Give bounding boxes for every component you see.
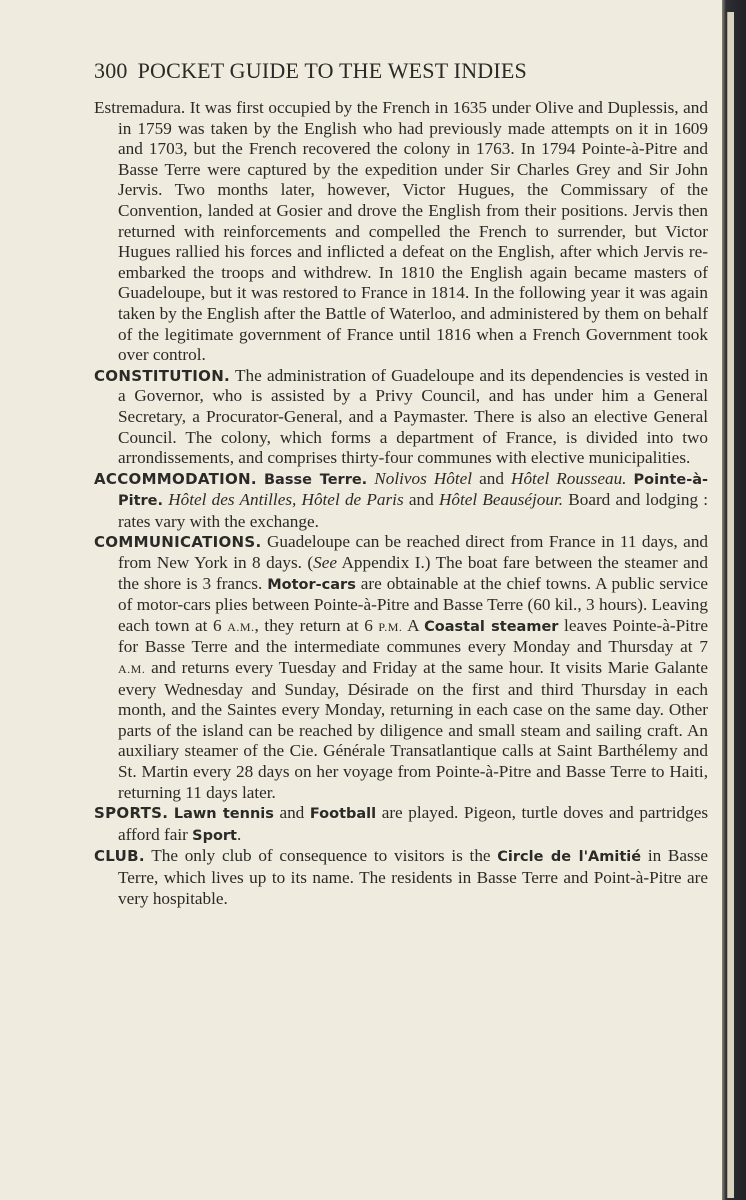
football-label: Football [309, 806, 377, 823]
communications-text: Appendix I.) The boat fare between the steamer and the shore is 3 francs. [118, 553, 708, 593]
sports-heading: SPORTS. [94, 804, 169, 823]
conjunction: and [279, 803, 305, 823]
club-text: in Basse Terre, which lives up to its name. The residents in Basse Terre and Point-à-Pitre are very hospitable. [118, 846, 709, 908]
club-heading: CLUB. [94, 847, 145, 866]
basse-terre-label: Basse Terre. [263, 471, 368, 488]
club-section [94, 846, 709, 909]
hotel-name: Nolivos Hôtel [374, 468, 473, 488]
history-paragraph [94, 98, 708, 366]
sport-label: Sport [192, 827, 237, 844]
page-number: 300 [94, 58, 128, 83]
history-text: Estremadura. It was first occupied by the French in 1635 under Olive and Duplessis, and in 1759 was taken by the English who had previously made attempts on it in 1609 and 1703, but the French recovered the colony in 1763. In 1794 Pointe-à-Pitre and Basse Terre were captured by the expedition under Sir Charles Grey and Sir John Jervis. Two months later, however, Victor Hugues, the Commissary of the Convention, landed at Gosier and drove the English from their positions. Jervis then returned with reinforcements and compelled the French to surrender, but Victor Hugues rallied his forces and inflicted a defeat on the English, after which Jervis re-embarked the troops and withdrew. In 1810 the English again became masters of Guadeloupe, but it was restored to France in 1814. In the following year it was again taken by the English after the Battle of Waterloo, and administered by them on behalf of the legitimate government of France until 1816 when a French Government took over control. [94, 98, 708, 365]
communications-text: A [407, 615, 419, 635]
communications-text: leaves Pointe-à-Pitre for Basse Terre and the intermediate communes every Monday and Thursday at 7 [118, 615, 709, 657]
communications-text: and returns every Tuesday and Friday at the same hour. It visits Marie Galante every Wednesday and Sunday, Désirade on the first and third Thursday in each month, and the Saintes every Monday, returning in each case on the same day. Other parts of the island can be reached by diligence and small steam and sailing craft. An auxiliary steamer of the Cie. Générale Transatlantique calls at Saint Barthélemy and St. Martin every 28 days on her voyage from Pointe-à-Pitre and Basse Terre to Haiti, returning 11 days later. [118, 658, 709, 802]
hotel-name: Hôtel des Antilles, Hôtel de Paris [168, 490, 404, 510]
communications-section [94, 532, 709, 803]
book-spine [722, 0, 746, 1200]
communications-text: Guadeloupe can be reached direct from France in 11 days, and from New York in 8 days. ( [118, 532, 709, 573]
accommodation-heading: ACCOMMODATION. [94, 469, 257, 488]
time-abbrev: A.M. [118, 662, 146, 677]
see-reference: See [313, 553, 337, 573]
running-header [94, 58, 527, 84]
communications-text: are obtainable at the chief towns. A public service of motor-cars plies between Pointe-à-Pitre and Basse Terre (60 kil., 3 hours). Leaving each town at 6 [118, 573, 709, 635]
time-abbrev: A.M. [227, 619, 255, 634]
coastal-steamer-label: Coastal steamer [424, 618, 559, 635]
sports-text: . [237, 824, 242, 844]
pointe-a-pitre-label: Pointe-à-Pitre. [118, 471, 709, 510]
communications-text: , they return at 6 [254, 615, 373, 635]
communications-heading: COMMUNICATIONS. [94, 533, 262, 552]
lawn-tennis-label: Lawn tennis [173, 806, 274, 823]
hotel-name: Hôtel Beauséjour. [438, 490, 564, 510]
constitution-section [94, 365, 708, 469]
conjunction: and [479, 468, 504, 488]
club-text: The only club of consequence to visitors is the [151, 846, 491, 866]
circle-label: Circle de l'Amitié [497, 849, 642, 866]
conjunction: and [408, 490, 434, 510]
body-text [94, 98, 709, 909]
constitution-heading: CONSTITUTION. [94, 366, 231, 385]
accommodation-section [94, 468, 709, 533]
time-abbrev: P.M. [378, 619, 403, 634]
accommodation-rates: Board and lodging : rates vary with the exchange. [118, 490, 709, 531]
hotel-name: Hôtel Rousseau. [511, 468, 627, 488]
sports-section [94, 803, 709, 846]
sports-text: are played. Pigeon, turtle doves and partridges afford fair [118, 803, 709, 844]
constitution-text: The administration of Guadeloupe and its dependencies is vested in a Governor, who is assisted by a Privy Council, and has under him a General Secretary, a Procurator-General, and a Paymaster. There is also an elective General Council. The colony, which forms a department of France, is divided into two arrondissements, and comprises thirty-four communes with elective municipalities. [118, 365, 708, 468]
spine-edge [727, 12, 734, 1198]
running-title: POCKET GUIDE TO THE WEST INDIES [137, 58, 527, 83]
motor-cars-label: Motor-cars [267, 576, 356, 593]
